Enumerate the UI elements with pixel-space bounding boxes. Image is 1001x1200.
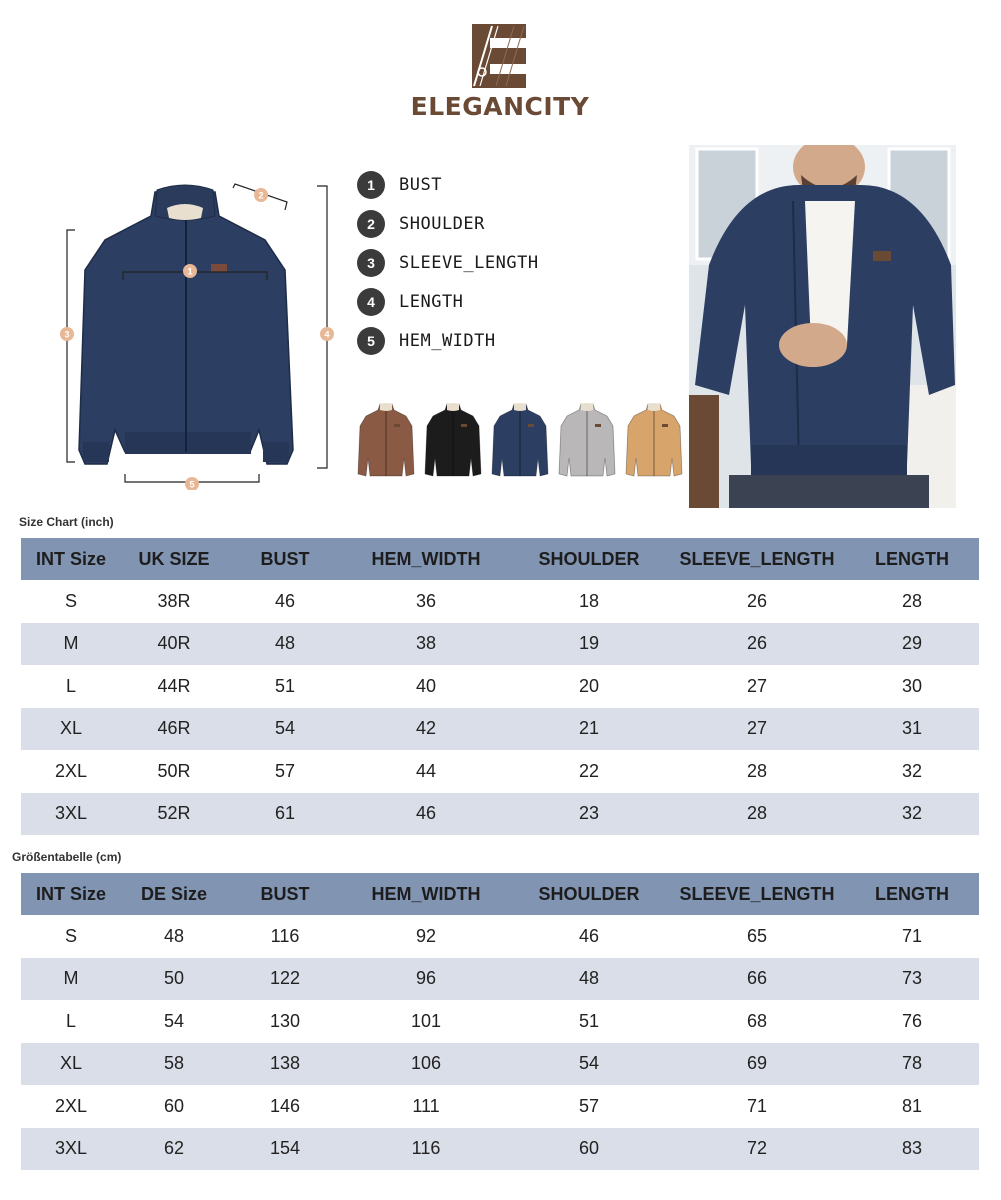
table-row — [21, 793, 979, 836]
cell: 71 — [901, 925, 923, 946]
cell: 32 — [901, 760, 923, 781]
cell: 96 — [343, 958, 509, 1001]
legend-label: SLEEVE_LENGTH — [399, 252, 539, 273]
cell: 51 — [578, 1010, 600, 1031]
legend-number: 1 — [357, 171, 385, 199]
marker-5 — [185, 477, 199, 490]
marker-4 — [320, 327, 334, 341]
svg-text:2: 2 — [258, 190, 264, 201]
cell: 2XL — [54, 1095, 88, 1116]
table-row — [21, 915, 979, 958]
cell: 69 — [669, 1043, 845, 1086]
marker-2 — [254, 188, 268, 202]
cell: 46 — [274, 590, 296, 611]
jacket-measurement-diagram — [55, 180, 345, 490]
brand-name: ELEGANCITY — [410, 92, 590, 121]
size-chart-cm — [21, 873, 979, 1170]
marker-3 — [60, 327, 74, 341]
table-row — [21, 665, 979, 708]
cell: 26 — [746, 590, 768, 611]
table-row — [21, 1043, 979, 1086]
cell: 60 — [509, 1128, 669, 1171]
cell: 40 — [415, 675, 437, 696]
cell: 40R — [121, 623, 227, 666]
cell: M — [21, 958, 121, 1001]
legend-item-sleeve-length — [357, 243, 657, 282]
cell: 27 — [746, 675, 768, 696]
cell: 122 — [227, 958, 343, 1001]
cell: 72 — [669, 1128, 845, 1171]
variant-jacket-black — [425, 403, 481, 476]
cell: 111 — [412, 1095, 440, 1116]
legend-item-hem-width — [357, 321, 657, 360]
size-chart-inch — [21, 538, 979, 835]
cell: 3XL — [21, 1128, 121, 1171]
table-row — [21, 750, 979, 793]
cell: 23 — [509, 793, 669, 836]
table-row — [21, 958, 979, 1001]
cell: 31 — [845, 708, 979, 751]
table-inch-caption: Size Chart (inch) — [19, 515, 114, 529]
cell: 57 — [274, 760, 296, 781]
cell: 78 — [845, 1043, 979, 1086]
cell: 76 — [901, 1010, 923, 1031]
cell: 58 — [121, 1043, 227, 1086]
svg-text:1: 1 — [187, 266, 193, 277]
legend-number: 2 — [357, 210, 385, 238]
legend-label: LENGTH — [399, 291, 464, 312]
cell: 20 — [578, 675, 600, 696]
cell: 71 — [746, 1095, 768, 1116]
cell: S — [64, 590, 77, 611]
cell: 38R — [157, 590, 191, 611]
cell: 54 — [509, 1043, 669, 1086]
header-int-size: INT Size — [21, 538, 121, 580]
cell: 60 — [163, 1095, 185, 1116]
header-hem-width: HEM_WIDTH — [343, 538, 509, 580]
svg-text:5: 5 — [189, 479, 195, 490]
header-hem-width: HEM_WIDTH — [343, 873, 509, 915]
header-uk-size: UK SIZE — [121, 538, 227, 580]
cell: 29 — [845, 623, 979, 666]
cell: 44R — [157, 675, 191, 696]
legend-item-length — [357, 282, 657, 321]
cell: 48 — [509, 958, 669, 1001]
table-row — [21, 1128, 979, 1171]
variant-jacket-brown — [358, 403, 414, 476]
legend-label: HEM_WIDTH — [399, 330, 496, 351]
table-row — [21, 580, 979, 623]
cell: M — [21, 623, 121, 666]
cell: L — [65, 675, 76, 696]
cell: 138 — [227, 1043, 343, 1086]
cell: 83 — [845, 1128, 979, 1171]
table-header-row — [21, 873, 979, 915]
color-variants — [352, 398, 692, 482]
marker-1 — [183, 264, 197, 278]
header-sleeve-length: SLEEVE_LENGTH — [669, 873, 845, 915]
variant-jacket-grey — [559, 403, 615, 476]
header-length: LENGTH — [845, 873, 979, 915]
header-sleeve-length: SLEEVE_LENGTH — [669, 538, 845, 580]
svg-text:3: 3 — [64, 329, 70, 340]
cell: L — [65, 1010, 76, 1031]
cell: 54 — [227, 708, 343, 751]
header-bust: BUST — [227, 873, 343, 915]
cell: 32 — [845, 793, 979, 836]
header-de-size: DE Size — [121, 873, 227, 915]
cell: 68 — [746, 1010, 768, 1031]
cell: 22 — [578, 760, 600, 781]
cell: 154 — [227, 1128, 343, 1171]
cell: 116 — [270, 925, 300, 946]
cell: 116 — [343, 1128, 509, 1171]
cell: 2XL — [54, 760, 88, 781]
model-photo — [689, 145, 956, 508]
cell: 36 — [415, 590, 437, 611]
table-row — [21, 1000, 979, 1043]
legend-number: 4 — [357, 288, 385, 316]
cell: S — [64, 925, 77, 946]
table-row — [21, 623, 979, 666]
cell: 48 — [163, 925, 185, 946]
legend-label: BUST — [399, 174, 442, 195]
header-shoulder: SHOULDER — [509, 873, 669, 915]
cell: 73 — [845, 958, 979, 1001]
cell: 18 — [578, 590, 600, 611]
cell: 26 — [669, 623, 845, 666]
cell: 38 — [343, 623, 509, 666]
svg-text:4: 4 — [324, 329, 330, 340]
cell: 130 — [269, 1010, 301, 1031]
variant-jacket-navy — [492, 403, 548, 476]
cell: 28 — [746, 760, 768, 781]
header-int-size: INT Size — [21, 873, 121, 915]
legend-label: SHOULDER — [399, 213, 485, 234]
cell: 27 — [669, 708, 845, 751]
cell: 48 — [227, 623, 343, 666]
cell: 28 — [901, 590, 923, 611]
legend-number: 5 — [357, 327, 385, 355]
cell: 81 — [901, 1095, 923, 1116]
cell: XL — [21, 708, 121, 751]
cell: 52R — [121, 793, 227, 836]
cell: 42 — [343, 708, 509, 751]
header-length: LENGTH — [845, 538, 979, 580]
table-header-row — [21, 538, 979, 580]
cell: 92 — [415, 925, 437, 946]
cell: 50 — [121, 958, 227, 1001]
variant-jacket-khaki — [626, 403, 682, 476]
cell: 3XL — [21, 793, 121, 836]
cell: 21 — [509, 708, 669, 751]
cell: 46 — [578, 925, 600, 946]
cell: 65 — [746, 925, 768, 946]
cell: 106 — [343, 1043, 509, 1086]
legend-item-shoulder — [357, 204, 657, 243]
legend-number: 3 — [357, 249, 385, 277]
cell: 57 — [578, 1095, 600, 1116]
cell: 30 — [901, 675, 923, 696]
cell: 28 — [669, 793, 845, 836]
cell: 66 — [669, 958, 845, 1001]
cell: 44 — [415, 760, 437, 781]
legend-item-bust — [357, 165, 657, 204]
cell: 46R — [121, 708, 227, 751]
cell: 61 — [227, 793, 343, 836]
cell: 46 — [343, 793, 509, 836]
cell: 50R — [157, 760, 191, 781]
table-row — [21, 708, 979, 751]
measurement-legend — [357, 165, 657, 360]
cell: 54 — [163, 1010, 185, 1031]
table-cm-caption: Größentabelle (cm) — [12, 850, 122, 864]
header-bust: BUST — [227, 538, 343, 580]
cell: 19 — [509, 623, 669, 666]
cell: 101 — [410, 1010, 442, 1031]
header-shoulder: SHOULDER — [509, 538, 669, 580]
cell: 146 — [269, 1095, 301, 1116]
cell: 51 — [274, 675, 296, 696]
brand-logo-icon — [470, 22, 528, 90]
cell: 62 — [121, 1128, 227, 1171]
cell: XL — [21, 1043, 121, 1086]
table-row — [21, 1085, 979, 1128]
